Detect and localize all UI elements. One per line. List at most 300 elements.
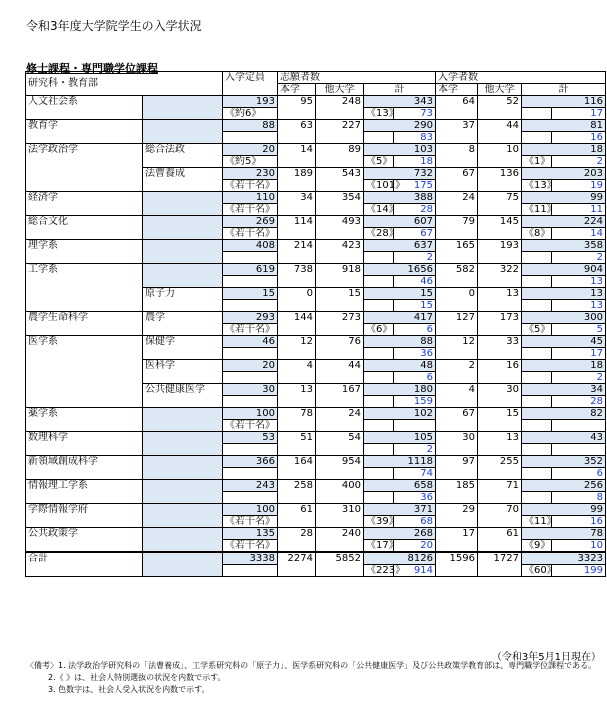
capacity-note [223, 348, 278, 360]
admitted-total: 34 [522, 384, 606, 396]
admitted-other: 13 [478, 288, 522, 312]
applicants-other: 5852 [316, 552, 364, 577]
applicants-other: 310 [316, 504, 364, 528]
applicants-honbu: 12 [278, 336, 316, 360]
applicants-other: 954 [316, 456, 364, 480]
header-other: 他大学 [478, 84, 522, 96]
program-name [143, 96, 223, 120]
applicants-honbu: 95 [278, 96, 316, 120]
admitted-honbu: 30 [436, 432, 478, 456]
capacity-note [223, 276, 278, 288]
admitted-social-note: 《13》 [522, 180, 552, 192]
applicants-other: 240 [316, 528, 364, 553]
capacity: 100 [223, 504, 278, 516]
admitted-social-note [522, 108, 552, 120]
admitted-social-note [522, 348, 552, 360]
admitted-social-note [522, 420, 552, 432]
admitted-social-count: 17 [552, 108, 606, 120]
capacity-note [223, 444, 278, 456]
admitted-social-count: 16 [552, 516, 606, 528]
admitted-honbu: 582 [436, 264, 478, 288]
applicants-social-note [364, 492, 394, 504]
admitted-social-count [552, 444, 606, 456]
admitted-social-note: 《11》 [522, 204, 552, 216]
capacity: 53 [223, 432, 278, 444]
admitted-total: 352 [522, 456, 606, 468]
admitted-other: 71 [478, 480, 522, 504]
applicants-social-count: 18 [394, 156, 436, 168]
capacity-note: 《若干名》 [223, 324, 278, 336]
capacity: 88 [223, 120, 278, 132]
applicants-social-note [364, 468, 394, 480]
admitted-total: 82 [522, 408, 606, 420]
applicants-social-count: 67 [394, 228, 436, 240]
admitted-other: 52 [478, 96, 522, 120]
header-total: 計 [364, 84, 436, 96]
applicants-other: 227 [316, 120, 364, 144]
applicants-honbu: 0 [278, 288, 316, 312]
program-name [143, 480, 223, 504]
capacity-note: 《若干名》 [223, 180, 278, 192]
capacity: 110 [223, 192, 278, 204]
dept-name: 経済学 [26, 192, 143, 216]
applicants-social-count: 68 [394, 516, 436, 528]
applicants-total: 180 [364, 384, 436, 396]
capacity-note: 《若干名》 [223, 516, 278, 528]
applicants-social-count: 6 [394, 324, 436, 336]
program-name: 公共健康医学 [143, 384, 223, 408]
admitted-total: 99 [522, 504, 606, 516]
admitted-other: 61 [478, 528, 522, 553]
applicants-total: 268 [364, 528, 436, 540]
applicants-total: 88 [364, 336, 436, 348]
admitted-honbu: 1596 [436, 552, 478, 577]
applicants-social-note: 《13》 [364, 108, 394, 120]
program-name: 法曹養成 [143, 168, 223, 192]
dept-name: 薬学系 [26, 408, 143, 432]
capacity: 100 [223, 408, 278, 420]
capacity: 269 [223, 216, 278, 228]
header-capacity: 入学定員 [223, 72, 278, 96]
program-name [143, 456, 223, 480]
program-name [143, 120, 223, 144]
applicants-social-note [364, 372, 394, 384]
admitted-social-note [522, 468, 552, 480]
admitted-other: 145 [478, 216, 522, 240]
admitted-honbu: 12 [436, 336, 478, 360]
program-name [143, 408, 223, 432]
program-name [143, 504, 223, 528]
admitted-other: 33 [478, 336, 522, 360]
applicants-social-count: 36 [394, 348, 436, 360]
admitted-social-note [522, 492, 552, 504]
program-name [143, 216, 223, 240]
admitted-other: 255 [478, 456, 522, 480]
applicants-honbu: 78 [278, 408, 316, 432]
capacity: 15 [223, 288, 278, 300]
program-name: 総合法政 [143, 144, 223, 168]
program-name [143, 432, 223, 456]
admitted-social-count: 19 [552, 180, 606, 192]
applicants-total: 388 [364, 192, 436, 204]
applicants-total: 417 [364, 312, 436, 324]
dept-name: 総合文化 [26, 216, 143, 240]
table-row [26, 504, 606, 516]
admitted-social-note [522, 276, 552, 288]
admitted-total: 43 [522, 432, 606, 444]
admitted-honbu: 79 [436, 216, 478, 240]
admitted-other: 136 [478, 168, 522, 192]
admitted-social-count: 14 [552, 228, 606, 240]
applicants-total: 105 [364, 432, 436, 444]
admitted-total: 904 [522, 264, 606, 276]
dept-name: 農学生命科学 [26, 312, 143, 336]
admitted-social-note: 《8》 [522, 228, 552, 240]
admitted-social-count: 28 [552, 396, 606, 408]
table-row [26, 408, 606, 420]
applicants-social-note [364, 132, 394, 144]
note-3: 3. 色数字は、社会人受入状況を内数で示す。 [48, 685, 210, 694]
dept-name: 合計 [26, 552, 143, 577]
dept-name: 人文社会系 [26, 96, 143, 120]
applicants-social-note [364, 300, 394, 312]
applicants-other: 89 [316, 144, 364, 168]
program-name [143, 240, 223, 264]
applicants-social-count: 2 [394, 444, 436, 456]
admitted-other: 1727 [478, 552, 522, 577]
table-row [26, 120, 606, 132]
capacity: 193 [223, 96, 278, 108]
admitted-social-count: 8 [552, 492, 606, 504]
admitted-total: 3323 [522, 552, 606, 565]
applicants-other: 543 [316, 168, 364, 192]
dept-name: 数理科学 [26, 432, 143, 456]
admitted-social-note: 《60》 [522, 565, 552, 577]
admitted-other: 13 [478, 432, 522, 456]
admitted-social-count: 13 [552, 300, 606, 312]
applicants-total: 290 [364, 120, 436, 132]
capacity: 20 [223, 144, 278, 156]
capacity-note: 《約5》 [223, 156, 278, 168]
applicants-other: 423 [316, 240, 364, 264]
dept-name: 公共政策学 [26, 528, 143, 553]
capacity: 230 [223, 168, 278, 180]
table-row [26, 216, 606, 228]
applicants-total: 103 [364, 144, 436, 156]
admitted-other: 322 [478, 264, 522, 288]
admitted-other: 44 [478, 120, 522, 144]
applicants-other: 54 [316, 432, 364, 456]
admitted-honbu: 29 [436, 504, 478, 528]
applicants-total: 637 [364, 240, 436, 252]
applicants-social-note: 《5》 [364, 156, 394, 168]
note-2: 2.《 》は、社会人特別選抜の状況を内数で示す。 [48, 673, 226, 682]
table-row [26, 240, 606, 252]
table-row [26, 192, 606, 204]
capacity: 408 [223, 240, 278, 252]
admitted-social-count: 6 [552, 468, 606, 480]
table-row [26, 432, 606, 444]
admitted-other: 70 [478, 504, 522, 528]
capacity-note: 《若干名》 [223, 204, 278, 216]
admitted-honbu: 8 [436, 144, 478, 168]
admitted-social-note: 《5》 [522, 324, 552, 336]
applicants-other: 44 [316, 360, 364, 384]
applicants-social-note: 《28》 [364, 228, 394, 240]
admitted-social-note: 《11》 [522, 516, 552, 528]
applicants-total: 607 [364, 216, 436, 228]
applicants-total: 15 [364, 288, 436, 300]
applicants-total: 343 [364, 96, 436, 108]
applicants-honbu: 164 [278, 456, 316, 480]
applicants-honbu: 63 [278, 120, 316, 144]
applicants-other: 493 [316, 216, 364, 240]
admitted-social-count: 2 [552, 156, 606, 168]
applicants-social-count: 914 [394, 565, 436, 577]
admitted-other: 10 [478, 144, 522, 168]
page-title: 令和3年度大学院学生の入学状況 [26, 19, 202, 33]
admitted-total: 78 [522, 528, 606, 540]
applicants-honbu: 214 [278, 240, 316, 264]
capacity: 3338 [223, 552, 278, 565]
capacity-note [223, 132, 278, 144]
applicants-social-count: 175 [394, 180, 436, 192]
applicants-social-note: 《14》 [364, 204, 394, 216]
admitted-honbu: 64 [436, 96, 478, 120]
capacity: 243 [223, 480, 278, 492]
dept-name: 新領域創成科学 [26, 456, 143, 480]
applicants-other: 167 [316, 384, 364, 408]
admitted-total: 358 [522, 240, 606, 252]
applicants-honbu: 258 [278, 480, 316, 504]
applicants-social-count: 46 [394, 276, 436, 288]
admitted-social-note: 《9》 [522, 540, 552, 553]
applicants-honbu: 51 [278, 432, 316, 456]
table-row [26, 336, 606, 348]
applicants-social-count: 28 [394, 204, 436, 216]
admitted-total: 18 [522, 144, 606, 156]
dept-name: 医学系 [26, 336, 143, 408]
header-admitted: 入学者数 [436, 72, 606, 84]
admitted-total: 300 [522, 312, 606, 324]
applicants-total: 102 [364, 408, 436, 420]
applicants-honbu: 738 [278, 264, 316, 288]
table-row [26, 96, 606, 108]
admitted-social-note [522, 396, 552, 408]
admitted-honbu: 37 [436, 120, 478, 144]
applicants-social-count: 73 [394, 108, 436, 120]
applicants-other: 273 [316, 312, 364, 336]
dept-name: 法学政治学 [26, 144, 143, 192]
admitted-social-count: 199 [552, 565, 606, 577]
capacity-note: 《若干名》 [223, 420, 278, 432]
capacity-note [223, 468, 278, 480]
applicants-honbu: 61 [278, 504, 316, 528]
applicants-honbu: 2274 [278, 552, 316, 577]
applicants-social-count: 2 [394, 252, 436, 264]
dept-name: 情報理工学系 [26, 480, 143, 504]
applicants-total: 732 [364, 168, 436, 180]
applicants-honbu: 4 [278, 360, 316, 384]
table-row [26, 456, 606, 468]
capacity-note [223, 372, 278, 384]
applicants-honbu: 28 [278, 528, 316, 553]
applicants-social-count: 159 [394, 396, 436, 408]
admitted-total: 81 [522, 120, 606, 132]
admissions-table [25, 71, 606, 577]
program-name: 農学 [143, 312, 223, 336]
admitted-social-note [522, 252, 552, 264]
applicants-social-count: 15 [394, 300, 436, 312]
applicants-social-note [364, 276, 394, 288]
note-1: 〈備考〉1. 法学政治学研究科の「法曹養成」、工学系研究科の「原子力」、医学系研究科の「公共健康医学」及び公共政策学教育部は、専門職学位課程である。 [26, 661, 597, 670]
program-name: 保健学 [143, 336, 223, 360]
admitted-social-count: 11 [552, 204, 606, 216]
program-name [143, 552, 223, 577]
admitted-social-count: 10 [552, 540, 606, 553]
applicants-social-note: 《17》 [364, 540, 394, 553]
capacity-note: 《若干名》 [223, 540, 278, 553]
admitted-honbu: 165 [436, 240, 478, 264]
admitted-other: 75 [478, 192, 522, 216]
applicants-social-count: 83 [394, 132, 436, 144]
applicants-total: 48 [364, 360, 436, 372]
applicants-social-note [364, 348, 394, 360]
admitted-social-count [552, 420, 606, 432]
program-name: 原子力 [143, 288, 223, 312]
header-total: 計 [522, 84, 606, 96]
admitted-total: 256 [522, 480, 606, 492]
table-row [26, 264, 606, 276]
applicants-social-note [364, 252, 394, 264]
capacity: 366 [223, 456, 278, 468]
admitted-social-count: 17 [552, 348, 606, 360]
admitted-social-note [522, 132, 552, 144]
applicants-social-note [364, 444, 394, 456]
capacity: 30 [223, 384, 278, 396]
admitted-honbu: 4 [436, 384, 478, 408]
admitted-total: 224 [522, 216, 606, 228]
applicants-other: 15 [316, 288, 364, 312]
applicants-honbu: 34 [278, 192, 316, 216]
dept-name: 教育学 [26, 120, 143, 144]
dept-name: 理学系 [26, 240, 143, 264]
dept-name: 学際情報学府 [26, 504, 143, 528]
applicants-social-count [394, 420, 436, 432]
applicants-total: 1656 [364, 264, 436, 276]
program-name [143, 264, 223, 288]
dept-name: 工学系 [26, 264, 143, 312]
capacity: 135 [223, 528, 278, 540]
admitted-honbu: 185 [436, 480, 478, 504]
applicants-other: 918 [316, 264, 364, 288]
capacity: 619 [223, 264, 278, 276]
applicants-other: 248 [316, 96, 364, 120]
admitted-honbu: 127 [436, 312, 478, 336]
capacity-note [223, 300, 278, 312]
admitted-total: 203 [522, 168, 606, 180]
header-honbu: 本学 [278, 84, 316, 96]
admitted-total: 116 [522, 96, 606, 108]
table-row [26, 312, 606, 324]
applicants-social-note [364, 420, 394, 432]
header-applicants: 志願者数 [278, 72, 436, 84]
admitted-other: 193 [478, 240, 522, 264]
table-row [26, 144, 606, 156]
admitted-total: 99 [522, 192, 606, 204]
applicants-honbu: 14 [278, 144, 316, 168]
admitted-honbu: 67 [436, 168, 478, 192]
applicants-other: 400 [316, 480, 364, 504]
applicants-social-note [364, 396, 394, 408]
table-row [26, 528, 606, 540]
applicants-honbu: 144 [278, 312, 316, 336]
admitted-honbu: 2 [436, 360, 478, 384]
admitted-other: 16 [478, 360, 522, 384]
applicants-social-count: 36 [394, 492, 436, 504]
as-of-date: （令和3年5月1日現在） [491, 652, 601, 663]
admitted-social-count: 2 [552, 252, 606, 264]
program-name [143, 192, 223, 216]
admitted-other: 15 [478, 408, 522, 432]
capacity: 46 [223, 336, 278, 348]
admitted-other: 30 [478, 384, 522, 408]
capacity-note [223, 396, 278, 408]
applicants-total: 371 [364, 504, 436, 516]
applicants-honbu: 13 [278, 384, 316, 408]
admitted-other: 173 [478, 312, 522, 336]
applicants-other: 354 [316, 192, 364, 216]
admitted-total: 13 [522, 288, 606, 300]
applicants-total: 8126 [364, 552, 436, 565]
header-dept: 研究科・教育部 [26, 72, 223, 96]
admitted-social-count: 13 [552, 276, 606, 288]
admitted-social-count: 2 [552, 372, 606, 384]
header-other: 他大学 [316, 84, 364, 96]
capacity: 293 [223, 312, 278, 324]
admitted-honbu: 0 [436, 288, 478, 312]
capacity-note: 《若干名》 [223, 228, 278, 240]
capacity: 20 [223, 360, 278, 372]
applicants-social-count: 20 [394, 540, 436, 553]
applicants-social-count: 74 [394, 468, 436, 480]
admitted-social-count: 5 [552, 324, 606, 336]
applicants-other: 24 [316, 408, 364, 432]
capacity-note [223, 252, 278, 264]
admitted-social-count: 16 [552, 132, 606, 144]
admitted-honbu: 17 [436, 528, 478, 553]
capacity-note [223, 565, 278, 577]
program-name [143, 528, 223, 553]
header-honbu: 本学 [436, 84, 478, 96]
applicants-social-count: 6 [394, 372, 436, 384]
admitted-social-note: 《1》 [522, 156, 552, 168]
admitted-social-note [522, 444, 552, 456]
capacity-note [223, 492, 278, 504]
admitted-social-note [522, 372, 552, 384]
program-name: 医科学 [143, 360, 223, 384]
applicants-social-note: 《6》 [364, 324, 394, 336]
applicants-other: 76 [316, 336, 364, 360]
applicants-social-note: 《39》 [364, 516, 394, 528]
capacity-note: 《約6》 [223, 108, 278, 120]
applicants-social-note: 《223》 [364, 565, 394, 577]
admitted-social-note [522, 300, 552, 312]
applicants-total: 1118 [364, 456, 436, 468]
notes [26, 660, 596, 696]
admitted-honbu: 24 [436, 192, 478, 216]
applicants-honbu: 189 [278, 168, 316, 192]
